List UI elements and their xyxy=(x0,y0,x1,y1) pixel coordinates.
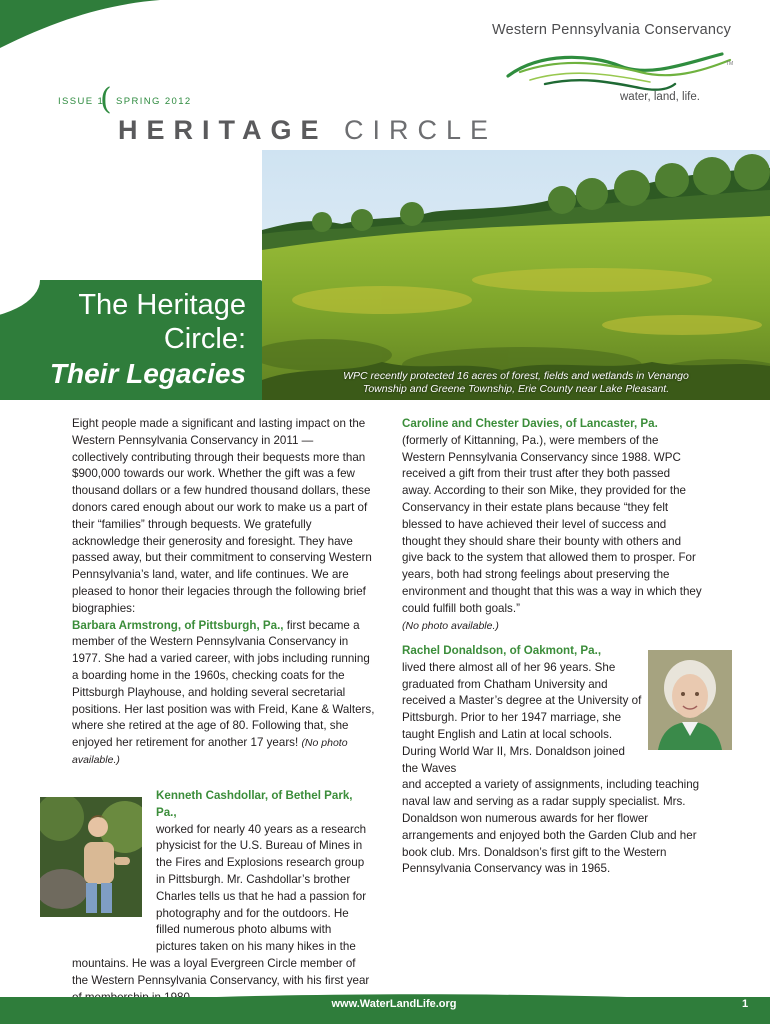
left-column xyxy=(72,416,377,769)
bio-kenneth-text-indented: worked for nearly 40 years as a research physicist for the U.S. Bureau of Mines in the Fires and Explosions research group in Pittsburgh. Mr. Cashdollar’s brother Charles tells us that he had a passion for photography and for the outdoors. He filled numerous photo albums with pictures taken on his many hikes in the xyxy=(156,822,367,954)
bio-barbara xyxy=(72,618,377,769)
photo-caption xyxy=(262,370,770,396)
trademark-mark: TM xyxy=(726,61,734,67)
bio-rachel-name: Rachel Donaldson, of Oakmont, Pa., xyxy=(402,644,602,657)
feature-title-block xyxy=(0,280,262,400)
org-tagline: water, land, life. xyxy=(620,91,700,103)
bio-kenneth xyxy=(72,788,372,1006)
bio-rachel-text-full: and accepted a variety of assignments, including teaching naval law and serving as a radar supply specialist. Mrs. Donaldson won numerous awards for her flower arrangements and enjoyed both the Garden Club and her book club. Mrs. Donaldson’s first gift to the Western Pennsylvania Conservancy was in 1965. xyxy=(402,778,700,876)
photo-caption-line2: Township and Greene Township, Erie County near Lake Pleasant. xyxy=(362,383,670,395)
bio-kenneth-name: Kenneth Cashdollar, of Bethel Park, Pa., xyxy=(156,789,353,819)
bio-caroline-name: Caroline and Chester Davies, of Lancaster, Pa. xyxy=(402,417,658,430)
hero-landscape-photo xyxy=(262,150,770,400)
feature-title-line2: Circle: xyxy=(163,323,246,355)
bio-caroline xyxy=(402,416,702,634)
landscape-illustration xyxy=(262,150,770,400)
footer-website-link[interactable]: www.WaterLandLife.org xyxy=(331,998,457,1010)
issue-number: ISSUE 1 xyxy=(58,96,105,107)
bio-barbara-note: (No photo available.) xyxy=(72,737,348,766)
bio-barbara-name: Barbara Armstrong, of Pittsburgh, Pa., xyxy=(72,618,284,632)
bio-rachel xyxy=(402,643,702,878)
bio-caroline-text: (formerly of Kittanning, Pa.), were members of the Western Pennsylvania Conservancy since 1988. WPC received a gift from their trust after they both passed away. According to their son Mike, they provided for the Conservancy in their estate plans because “they felt blessed to have achieved their level of success and thought they should share their bounty with others and give back to the system that allowed them to prosper. For years, both had strong feelings about preserving the environment and thought that this was a way in which they could fulfill both goals.” xyxy=(402,433,702,615)
masthead-title xyxy=(118,117,497,144)
org-name: Western Pennsylvania Conservancy xyxy=(492,22,732,38)
issue-divider-paren: ( xyxy=(100,82,112,117)
intro-paragraph: Eight people made a significant and lasting impact on the Western Pennsylvania Conservancy in 2011 — collectively contributing through their bequests more than $900,000 towards our work. Whether the gift was a few thousand dollars or a few hundred thousand dollars, these donors cared enough about our work to make us a part of their “families” through bequests. We gratefully acknowledge their generosity and foresight. They have passed away, but their commitment to conserving Western Pennsylvania’s land, water, and life continues. We are pleased to honor their legacies through the following brief biographies: xyxy=(72,417,372,615)
bio-kenneth-indented xyxy=(72,788,372,956)
feature-title-line1: The Heritage xyxy=(78,289,246,321)
page-number: 1 xyxy=(742,998,749,1010)
bio-rachel-text-narrow: lived there almost all of her 96 years. She graduated from Chatham University and received a Master’s degree at the University of Pittsburgh. Prior to her 1947 marriage, she taught English and Latin at local schools. During World War II, Mrs. Donaldson joined the Waves xyxy=(402,660,642,775)
bio-caroline-note: (No photo available.) xyxy=(402,619,499,632)
bio-kenneth-text-full: mountains. He was a loyal Evergreen Circle member of the Western Pennsylvania Conservancy, with his first year xyxy=(72,956,370,987)
bio-barbara-text: first became a member of the Western Pennsylvania Conservancy in 1977. She had a varied career, with jobs including running a boarding home in the 1960s, checking coats for the Pittsburgh Playhouse, and holding several secretarial positions. Her last position was with Freid, Kane & Walters, where she retired at the age of 80. Following that, she enjoyed her retirement for another 17 years! xyxy=(72,618,375,750)
issue-season: SPRING 2012 xyxy=(116,96,192,107)
masthead-light: CIRCLE xyxy=(344,115,498,145)
corner-swoosh-graphic xyxy=(0,0,160,60)
right-column xyxy=(402,416,702,634)
photo-caption-line1: WPC recently protected 16 acres of forest, fields and wetlands in Venango xyxy=(343,370,689,382)
feature-title-line3: Their Legacies xyxy=(49,358,246,389)
masthead-bold: HERITAGE xyxy=(118,115,328,145)
